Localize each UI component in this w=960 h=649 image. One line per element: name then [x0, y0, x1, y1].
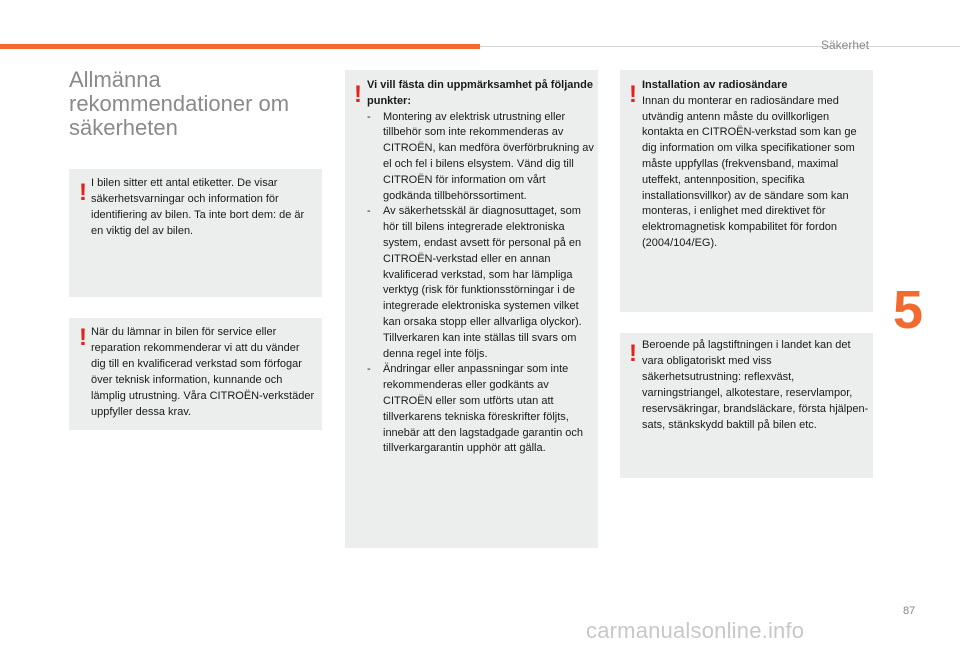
- exclamation-icon: !: [79, 179, 87, 206]
- note-service-text: När du lämnar in bilen för service eller reparation rekommenderar vi att du vänder dig till en kvalificerad verkstad som förfogar över teknisk information, kunnande och lämplig utrustning. Våra CITROËN-verkstäder uppfyller dessa krav.: [91, 326, 315, 418]
- header-rule: [480, 46, 960, 47]
- page-title: [69, 68, 329, 140]
- exclamation-icon: !: [629, 340, 637, 367]
- list-item: - Ändringar eller anpassningar som inte rekommenderas eller godkänts av CITROËN eller som utförts utan att tillverkarens tekniska föreskrifter följts, innebär att den lagstadgade garantin och tillverkargarantin upphör att gälla.: [367, 363, 583, 455]
- header-accent-bar: [0, 44, 480, 49]
- note-attention: [345, 70, 598, 548]
- note-service: [69, 318, 322, 430]
- note-attention-heading: Vi vill fästa din uppmärksamhet på följande punkter:: [367, 79, 593, 107]
- list-item-text: Av säkerhetsskäl är diagnosuttaget, som hör till bilens integrerade elektroniska system, endast avsett för personal på en CITROËN-verkstad eller en annan kvalificerad verkstad, som har lämpliga verktyg (risk för funktionsstörningar i de integrerade elektroniska systemen vilket kan orsaka stopp eller allvarliga olyckor). Tillverkaren kan inte ställas till svars om denna regel inte följs.: [383, 205, 582, 360]
- page-title-line: rekommendationer om: [69, 91, 290, 116]
- note-radio: [620, 70, 873, 312]
- note-equipment: [620, 333, 873, 478]
- exclamation-icon: !: [79, 324, 87, 351]
- list-item: - Montering av elektrisk utrustning eller tillbehör som inte rekommenderas av CITROËN, kan medföra överförbrukning av el och fel i bilens elsystem. Vänd dig till CITROËN för information om vårt godkända tillbehörssortiment.: [367, 110, 594, 202]
- exclamation-icon: !: [629, 81, 637, 108]
- page-title-line: Allmänna: [69, 67, 161, 92]
- page-title-line: säkerheten: [69, 115, 178, 140]
- list-item: - Av säkerhetsskäl är diagnosuttaget, som hör till bilens integrerade elektroniska system, endast avsett för personal på en CITROËN-verkstad eller en annan kvalificerad verkstad, som har lämpliga verktyg (risk för funktionsstörningar i de integrerade elektroniska systemen vilket kan orsaka stopp eller allvarliga olyckor). Tillverkaren kan inte ställas till svars om denna regel inte följs.: [367, 205, 582, 360]
- note-labels: [69, 169, 322, 297]
- note-labels-text: I bilen sitter ett antal etiketter. De visar säkerhetsvarningar och information för identifiering av bilen. Ta inte bort dem: de är en viktig del av bilen.: [91, 177, 305, 237]
- list-item-text: Ändringar eller anpassningar som inte rekommenderas eller godkänts av CITROËN eller som utförts utan att tillverkarens tekniska föreskrifter följts, innebär att den lagstadgade garantin och tillverkargarantin upphör att gälla.: [383, 363, 583, 455]
- exclamation-icon: !: [354, 81, 362, 108]
- page-number: 87: [903, 605, 916, 617]
- attention-list: [367, 110, 595, 458]
- list-item-text: Montering av elektrisk utrustning eller tillbehör som inte rekommenderas av CITROËN, kan medföra överförbrukning av el och fel i bilens elsystem. Vänd dig till CITROËN för information om vårt godkända tillbehörssortiment.: [383, 110, 594, 202]
- note-equipment-text: Beroende på lagstiftningen i landet kan det vara obligatoriskt med viss säkerhetsutrustning: reflexväst, varningstriangel, alkotestare, reservlampor, reservsäkringar, brandsläckare, första hjälpen-sats, stänkskydd baktill på bilen etc.: [642, 339, 869, 431]
- note-radio-text: Innan du monterar en radiosändare med utvändig antenn måste du ovillkorligen kontakta en CITROËN-verkstad som kan ge dig information om vilka specifikationer som måste uppfyllas (frekvensband, maximal uteffekt, antennposition, specifika installationsvillkor) av de sändare som kan monteras, i enlighet med direktivet för elektromagnetisk kompabilitet för fordon (2004/104/EG).: [642, 94, 857, 249]
- chapter-number: 5: [893, 280, 924, 340]
- section-title: Säkerhet: [821, 38, 870, 52]
- note-radio-heading: Installation av radiosändare: [642, 79, 788, 91]
- watermark: carmanualsonline.info: [586, 618, 805, 643]
